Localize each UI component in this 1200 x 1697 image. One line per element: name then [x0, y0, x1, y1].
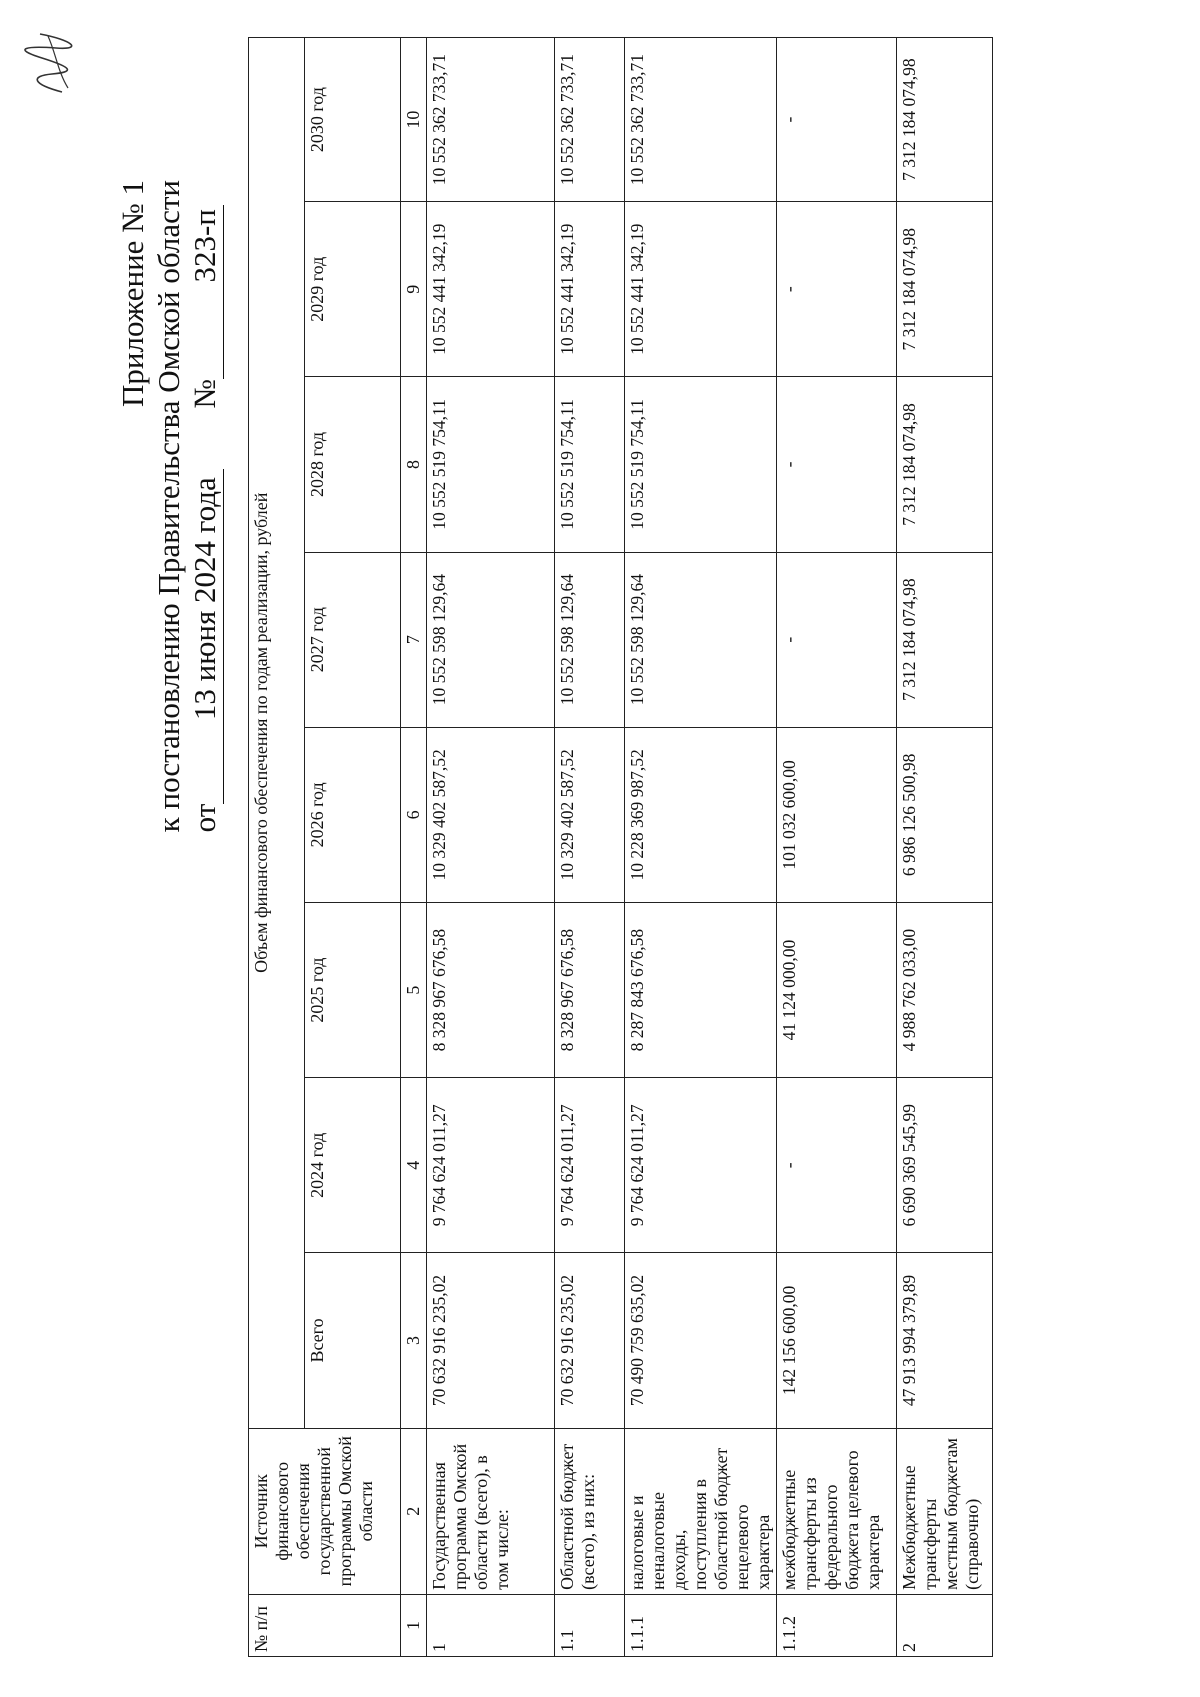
table-row — [625, 38, 777, 1657]
column-number: 7 — [401, 552, 427, 727]
appendix-subtitle: к постановлению Правительства Омской области — [151, 180, 186, 833]
appendix-title: Приложение № 1 — [115, 180, 150, 407]
header-year: 2027 год — [305, 552, 401, 727]
row-value: 10 552 441 342,19 — [625, 202, 777, 377]
row-value: 10 552 519 754,11 — [555, 377, 625, 552]
row-value: 10 329 402 587,52 — [427, 727, 555, 902]
table-row — [555, 38, 625, 1657]
number-prefix: № — [187, 379, 222, 409]
row-value: 10 552 362 733,71 — [555, 38, 625, 202]
row-value: - — [777, 38, 897, 202]
row-value: 6 986 126 500,98 — [897, 727, 993, 902]
header-year: 2025 год — [305, 902, 401, 1077]
row-value: 101 032 600,00 — [777, 727, 897, 902]
financing-table — [248, 37, 993, 1657]
row-value: 10 552 598 129,64 — [555, 552, 625, 727]
row-value: 8 328 967 676,58 — [427, 902, 555, 1077]
column-number: 10 — [401, 38, 427, 202]
row-value: 7 312 184 074,98 — [897, 377, 993, 552]
row-source: Государственная программа Омской области (всего), в том числе: — [427, 1428, 555, 1594]
row-total: 47 913 994 379,89 — [897, 1253, 993, 1428]
row-value: 10 329 402 587,52 — [555, 727, 625, 902]
row-value: 8 287 843 676,58 — [625, 902, 777, 1077]
column-number: 1 — [401, 1594, 427, 1656]
row-value: 10 552 598 129,64 — [625, 552, 777, 727]
row-source: Областной бюджет (всего), из них: — [555, 1428, 625, 1594]
header-year: 2026 год — [305, 727, 401, 902]
column-number: 4 — [401, 1078, 427, 1253]
row-value: 8 328 967 676,58 — [555, 902, 625, 1077]
decree-number: 323-п — [187, 205, 224, 379]
row-value: 9 764 624 011,27 — [625, 1078, 777, 1253]
column-number: 2 — [401, 1428, 427, 1594]
row-value: 41 124 000,00 — [777, 902, 897, 1077]
row-value: 4 988 762 033,00 — [897, 902, 993, 1077]
row-value: - — [777, 377, 897, 552]
row-value: 7 312 184 074,98 — [897, 202, 993, 377]
column-number: 8 — [401, 377, 427, 552]
column-number: 3 — [401, 1253, 427, 1428]
row-value: 10 552 519 754,11 — [625, 377, 777, 552]
date-prefix: от — [187, 803, 222, 833]
header-source: Источник финансового обеспечения государственной программы Омской области — [249, 1428, 401, 1594]
row-total: 70 490 759 635,02 — [625, 1253, 777, 1428]
row-total: 70 632 916 235,02 — [555, 1253, 625, 1428]
row-value: 7 312 184 074,98 — [897, 552, 993, 727]
row-value: 10 552 441 342,19 — [427, 202, 555, 377]
column-numbers-row — [401, 38, 427, 1657]
row-value: - — [777, 202, 897, 377]
header-num: № п/п — [249, 1594, 401, 1656]
row-value: 10 552 441 342,19 — [555, 202, 625, 377]
column-number: 9 — [401, 202, 427, 377]
column-number: 5 — [401, 902, 427, 1077]
row-source: межбюджетные трансферты из федерального бюджета целевого характера — [777, 1428, 897, 1594]
row-value: 10 552 362 733,71 — [625, 38, 777, 202]
row-value: 7 312 184 074,98 — [897, 38, 993, 202]
table-row — [777, 38, 897, 1657]
row-value: 10 552 598 129,64 — [427, 552, 555, 727]
header-volume: Объем финансового обеспечения по годам реализации, рублей — [249, 38, 305, 1429]
row-value: 10 552 362 733,71 — [427, 38, 555, 202]
row-value: - — [777, 1078, 897, 1253]
row-value: 10 228 369 987,52 — [625, 727, 777, 902]
header-year: 2029 год — [305, 202, 401, 377]
row-value: 10 552 519 754,11 — [427, 377, 555, 552]
row-num: 1.1 — [555, 1594, 625, 1656]
column-number: 6 — [401, 727, 427, 902]
decree-date-line — [187, 180, 224, 832]
row-value: 9 764 624 011,27 — [555, 1078, 625, 1253]
decree-date: 13 июня 2024 года — [187, 469, 224, 729]
header-year: 2024 год — [305, 1078, 401, 1253]
row-num: 2 — [897, 1594, 993, 1656]
row-total: 142 156 600,00 — [777, 1253, 897, 1428]
row-num: 1 — [427, 1594, 555, 1656]
row-source: налоговые и неналоговые доходы, поступления в областной бюджет нецелевого характера — [625, 1428, 777, 1594]
row-value: 6 690 369 545,99 — [897, 1078, 993, 1253]
row-num: 1.1.1 — [625, 1594, 777, 1656]
header-year: 2030 год — [305, 38, 401, 202]
header-year: 2028 год — [305, 377, 401, 552]
row-value: - — [777, 552, 897, 727]
table-row — [427, 38, 555, 1657]
row-value: 9 764 624 011,27 — [427, 1078, 555, 1253]
appendix-header — [115, 180, 224, 832]
signature-icon — [22, 28, 82, 98]
row-num: 1.1.2 — [777, 1594, 897, 1656]
row-total: 70 632 916 235,02 — [427, 1253, 555, 1428]
date-blank — [197, 729, 224, 804]
table-row — [897, 38, 993, 1657]
row-source: Межбюджетные трансферты местным бюджетам (справочно) — [897, 1428, 993, 1594]
header-total: Всего — [305, 1253, 401, 1428]
